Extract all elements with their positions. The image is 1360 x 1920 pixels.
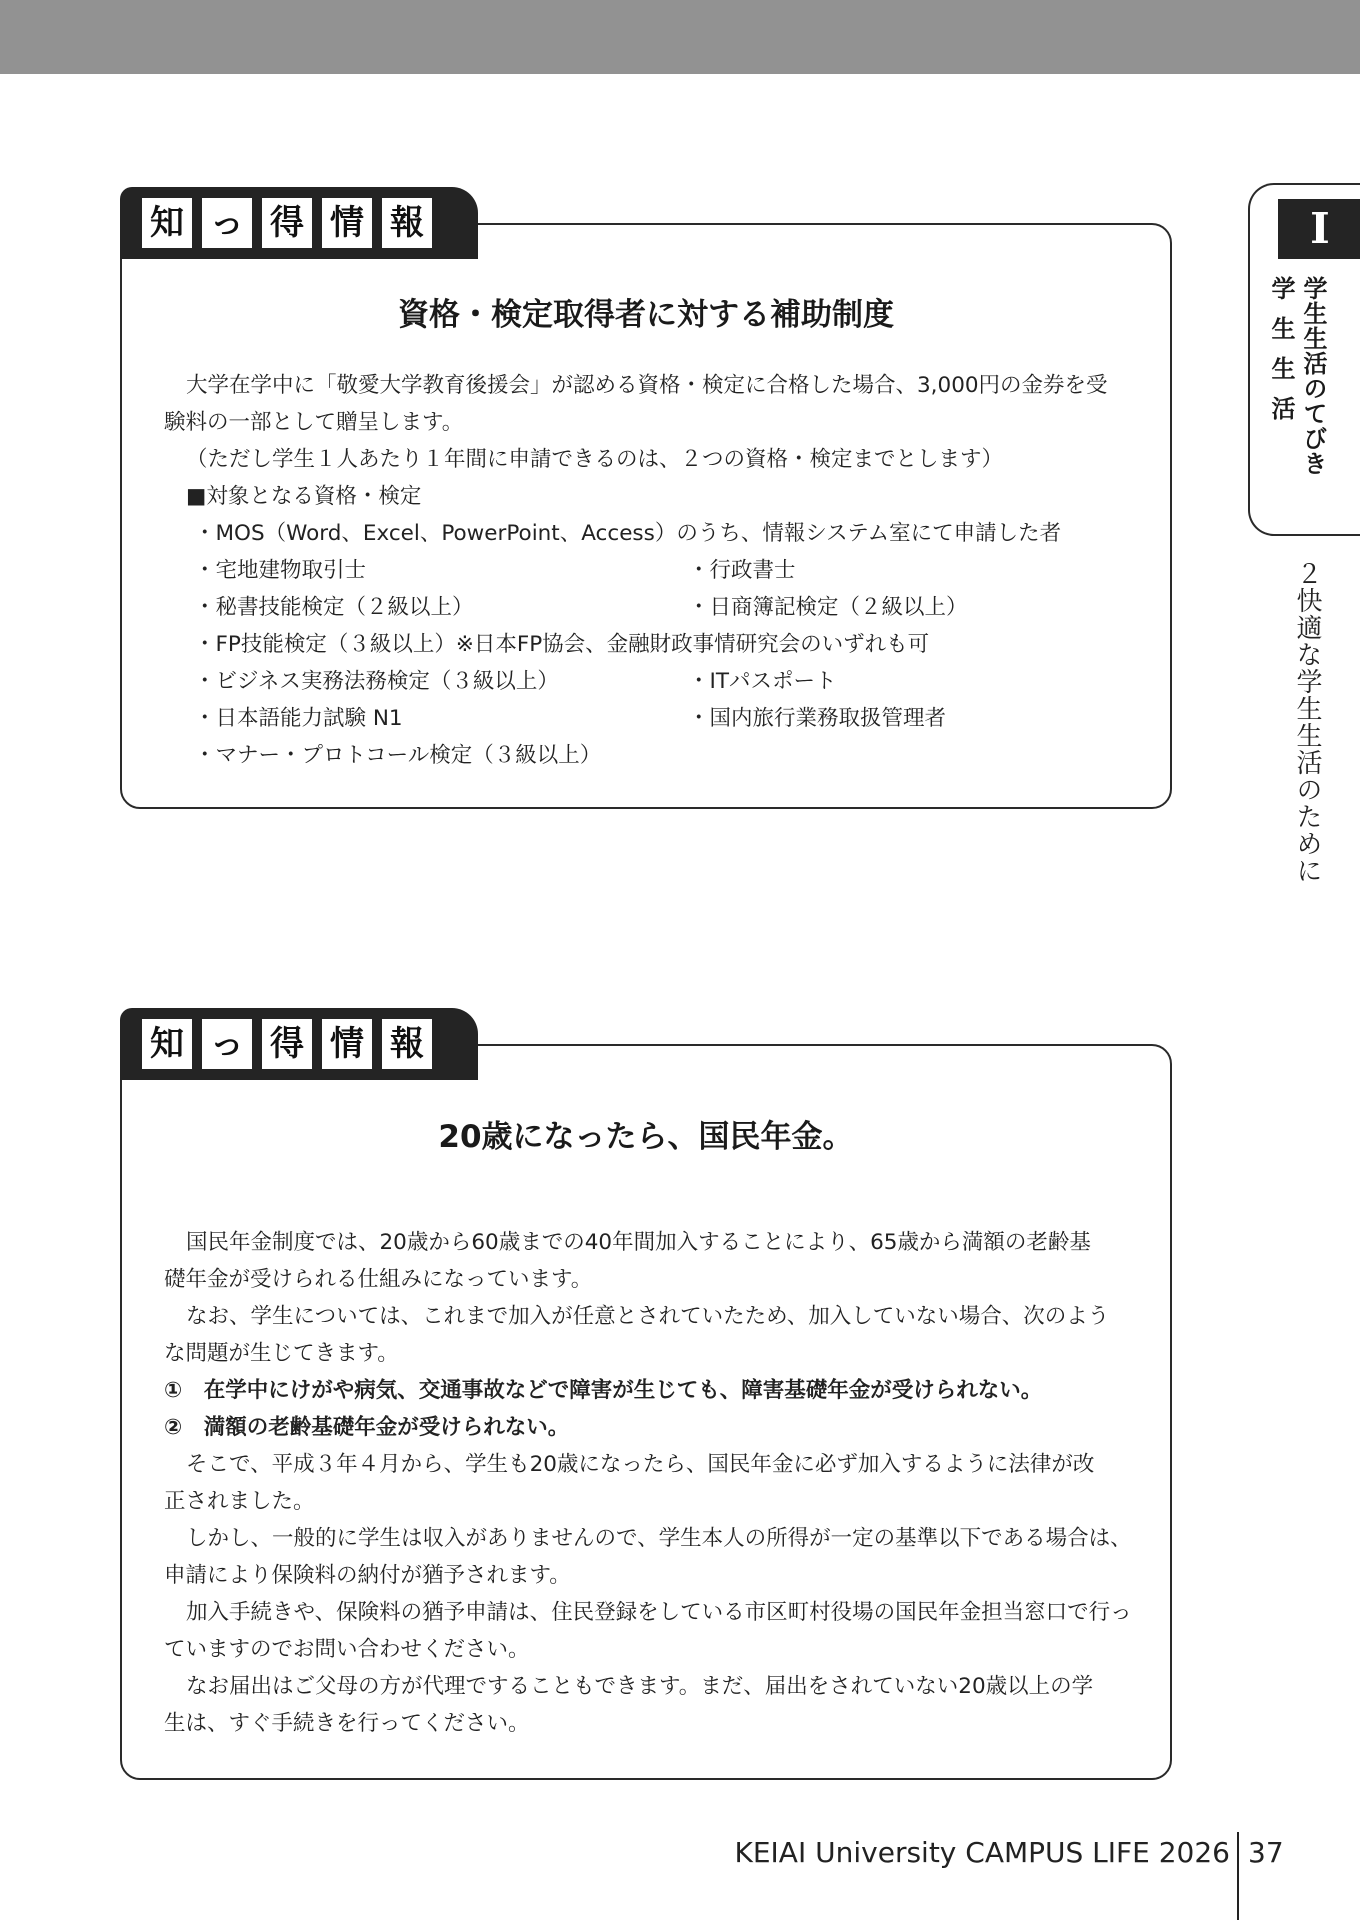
page-footer [0,1832,1360,1920]
qualification-row [164,663,1152,700]
body-line: ■対象となる資格・検定 [186,484,422,509]
body-line: なお届出はご父母の方が代理ですることもできます。まだ、届出をされていない20歳以上の学 [186,1674,1094,1699]
body-line: 加入手続きや、保険料の猶予申請は、住民登録をしている市区町村役場の国民年金担当窓口で行っ [186,1600,1132,1625]
body-line: そこで、平成３年４月から、学生も20歳になったら、国民年金に必ず加入するように法律が改 [186,1452,1095,1477]
body-line: 申請により保険料の納付が猶予されます。 [164,1563,571,1588]
badge-char: 得 [262,198,312,248]
qualification-item: ・日商簿記検定（２級以上） [688,595,968,620]
qualification-item: ・ITパスポート [688,669,837,694]
body-line: 正されました。 [164,1489,315,1514]
section-body [164,1224,1152,1742]
top-header-bar [0,0,1360,74]
badge-char: っ [202,1019,252,1069]
body-line: 礎年金が受けられる仕組みになっています。 [164,1267,593,1292]
footer-divider [1237,1832,1239,1920]
badge-char: っ [202,198,252,248]
section-title: 資格・検定取得者に対する補助制度 [398,297,894,333]
badge-char: 情 [322,198,372,248]
qualification-row [164,700,1152,737]
badge-char: 情 [322,1019,372,1069]
qualification-item: ・宅地建物取引士 [194,558,367,583]
body-line: しかし、一般的に学生は収入がありませんので、学生本人の所得が一定の基準以下である場合は、 [186,1526,1132,1551]
page-number: 37 [1248,1836,1284,1869]
body-line: （ただし学生１人あたり１年間に申請できるのは、２つの資格・検定までとします） [186,447,1004,472]
chapter-title-vertical-short: 学生生活 [1267,276,1295,436]
badge-char: 知 [142,1019,192,1069]
body-line: なお、学生については、これまで加入が任意とされていたため、加入していない場合、次のよう [186,1304,1110,1329]
qualification-item: ・ビジネス実務法務検定（３級以上） [194,669,559,694]
section-title: 20歳になったら、国民年金。 [438,1119,854,1155]
badge-char: 得 [262,1019,312,1069]
info-badge [120,187,478,259]
chapter-title-vertical: 学生生活のてびき [1299,276,1327,476]
chapter-numeral: I [1278,199,1360,259]
body-line: ていますのでお問い合わせください。 [164,1637,530,1662]
section-title-vertical: ２快適な学生生活のために [1292,560,1322,884]
qualification-item: ・秘書技能検定（２級以上） [194,595,474,620]
body-line: 生は、すぐ手続きを行ってください。 [164,1711,530,1736]
problem-item: ② 満額の老齢基礎年金が受けられない。 [164,1415,570,1440]
info-badge [120,1008,478,1080]
body-line: 験料の一部として贈呈します。 [164,410,464,435]
badge-char: 知 [142,198,192,248]
info-box-qualification [120,187,1172,809]
info-box-pension [120,1008,1172,1780]
qualification-item: ・行政書士 [688,558,796,583]
badge-char: 報 [382,1019,432,1069]
section-body [164,367,1152,774]
footer-publication-title: KEIAI University CAMPUS LIFE 2026 [734,1836,1230,1869]
problem-item: ① 在学中にけがや病気、交通事故などで障害が生じても、障害基礎年金が受けられない。 [164,1378,1043,1403]
qualification-item: ・日本語能力試験 N1 [194,706,403,731]
qualification-item: ・MOS（Word、Excel、PowerPoint、Access）のうち、情報システム室にて申請した者 [194,521,1062,546]
qualification-item: ・マナー・プロトコール検定（３級以上） [194,743,602,768]
qualification-row [164,589,1152,626]
body-line: 大学在学中に「敬愛大学教育後援会」が認める資格・検定に合格した場合、3,000円の金券を受 [186,373,1108,398]
qualification-item: ・FP技能検定（３級以上）※日本FP協会、金融財政事情研究会のいずれも可 [194,632,930,657]
qualification-row [164,552,1152,589]
body-line: 国民年金制度では、20歳から60歳までの40年間加入することにより、65歳から満額の老齢基 [186,1230,1091,1255]
body-line: な問題が生じてきます。 [164,1341,399,1366]
qualification-item: ・国内旅行業務取扱管理者 [688,706,947,731]
badge-char: 報 [382,198,432,248]
